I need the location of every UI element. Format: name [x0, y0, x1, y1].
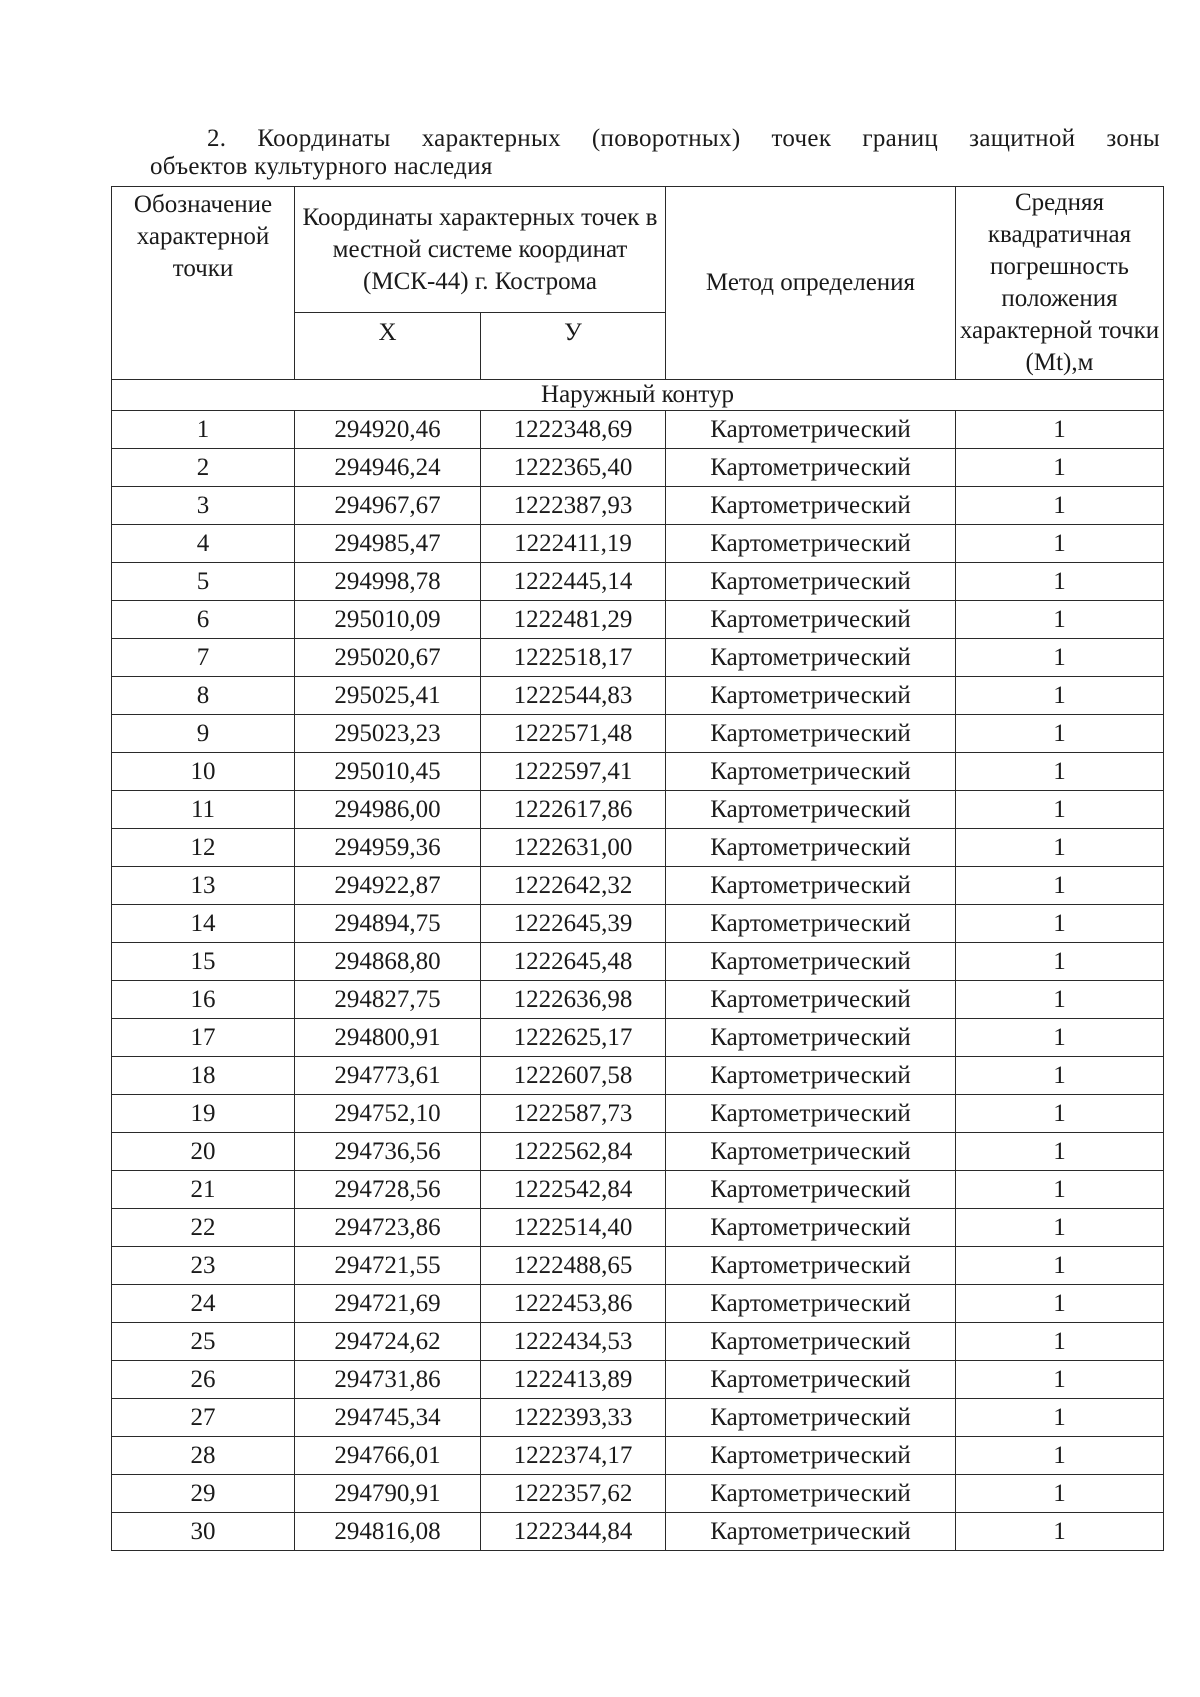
- cell-method: Картометрический: [666, 411, 956, 449]
- cell-method: Картометрический: [666, 601, 956, 639]
- cell-y-coordinate: 1222365,40: [481, 449, 666, 487]
- table-row: [112, 943, 1164, 981]
- table-row: [112, 677, 1164, 715]
- cell-y-coordinate: 1222514,40: [481, 1209, 666, 1247]
- cell-method: Картометрический: [666, 1513, 956, 1551]
- cell-mt: 1: [956, 1399, 1164, 1437]
- cell-y-coordinate: 1222562,84: [481, 1133, 666, 1171]
- cell-x-coordinate: 294736,56: [295, 1133, 481, 1171]
- cell-method: Картометрический: [666, 1133, 956, 1171]
- table-row: [112, 525, 1164, 563]
- cell-x-coordinate: 294790,91: [295, 1475, 481, 1513]
- cell-method: Картометрический: [666, 981, 956, 1019]
- cell-mt: 1: [956, 1095, 1164, 1133]
- cell-method: Картометрический: [666, 1475, 956, 1513]
- cell-method: Картометрический: [666, 905, 956, 943]
- cell-y-coordinate: 1222393,33: [481, 1399, 666, 1437]
- cell-method: Картометрический: [666, 639, 956, 677]
- table-row: [112, 1171, 1164, 1209]
- section-heading: [150, 124, 1160, 182]
- cell-mt: 1: [956, 753, 1164, 791]
- cell-point-number: 3: [112, 487, 295, 525]
- cell-x-coordinate: 294731,86: [295, 1361, 481, 1399]
- table-row: [112, 1209, 1164, 1247]
- cell-x-coordinate: 295025,41: [295, 677, 481, 715]
- cell-y-coordinate: 1222597,41: [481, 753, 666, 791]
- cell-y-coordinate: 1222544,83: [481, 677, 666, 715]
- cell-method: Картометрический: [666, 525, 956, 563]
- cell-method: Картометрический: [666, 1095, 956, 1133]
- cell-y-coordinate: 1222645,39: [481, 905, 666, 943]
- cell-mt: 1: [956, 1475, 1164, 1513]
- table-row: [112, 601, 1164, 639]
- table-row: [112, 1247, 1164, 1285]
- header-point-designation: Обозначение характерной точки: [112, 187, 295, 380]
- table-row: [112, 1437, 1164, 1475]
- cell-mt: 1: [956, 1437, 1164, 1475]
- cell-method: Картометрический: [666, 867, 956, 905]
- cell-y-coordinate: 1222413,89: [481, 1361, 666, 1399]
- table-row: [112, 487, 1164, 525]
- cell-point-number: 15: [112, 943, 295, 981]
- cell-y-coordinate: 1222645,48: [481, 943, 666, 981]
- cell-mt: 1: [956, 677, 1164, 715]
- cell-point-number: 26: [112, 1361, 295, 1399]
- cell-y-coordinate: 1222617,86: [481, 791, 666, 829]
- cell-y-coordinate: 1222636,98: [481, 981, 666, 1019]
- table-row: [112, 1513, 1164, 1551]
- table-row: [112, 563, 1164, 601]
- cell-y-coordinate: 1222571,48: [481, 715, 666, 753]
- cell-point-number: 9: [112, 715, 295, 753]
- cell-point-number: 21: [112, 1171, 295, 1209]
- cell-point-number: 30: [112, 1513, 295, 1551]
- cell-x-coordinate: 294827,75: [295, 981, 481, 1019]
- cell-mt: 1: [956, 829, 1164, 867]
- table-row: [112, 1475, 1164, 1513]
- cell-x-coordinate: 294922,87: [295, 867, 481, 905]
- table-row: [112, 411, 1164, 449]
- cell-y-coordinate: 1222625,17: [481, 1019, 666, 1057]
- cell-mt: 1: [956, 1019, 1164, 1057]
- cell-x-coordinate: 294721,55: [295, 1247, 481, 1285]
- cell-point-number: 16: [112, 981, 295, 1019]
- cell-mt: 1: [956, 1247, 1164, 1285]
- cell-method: Картометрический: [666, 1361, 956, 1399]
- table-row: [112, 791, 1164, 829]
- cell-mt: 1: [956, 905, 1164, 943]
- cell-y-coordinate: 1222445,14: [481, 563, 666, 601]
- header-method: Метод определения: [666, 187, 956, 380]
- cell-point-number: 22: [112, 1209, 295, 1247]
- heading-line-1: 2. Координаты характерных (поворотных) точек границ защитной зоны: [207, 125, 1160, 152]
- cell-point-number: 4: [112, 525, 295, 563]
- cell-point-number: 19: [112, 1095, 295, 1133]
- table-row: [112, 829, 1164, 867]
- cell-method: Картометрический: [666, 1247, 956, 1285]
- cell-point-number: 7: [112, 639, 295, 677]
- cell-y-coordinate: 1222434,53: [481, 1323, 666, 1361]
- header-mean-square-error: Средняя квадратичная погрешность положения характерной точки (Mt),м: [956, 187, 1164, 380]
- section-row: [112, 380, 1164, 411]
- cell-mt: 1: [956, 1057, 1164, 1095]
- cell-x-coordinate: 294959,36: [295, 829, 481, 867]
- cell-point-number: 14: [112, 905, 295, 943]
- cell-y-coordinate: 1222453,86: [481, 1285, 666, 1323]
- section-title: Наружный контур: [112, 380, 1164, 411]
- table-row: [112, 905, 1164, 943]
- cell-x-coordinate: 295010,45: [295, 753, 481, 791]
- cell-mt: 1: [956, 715, 1164, 753]
- cell-point-number: 8: [112, 677, 295, 715]
- cell-point-number: 11: [112, 791, 295, 829]
- cell-x-coordinate: 294773,61: [295, 1057, 481, 1095]
- cell-point-number: 12: [112, 829, 295, 867]
- cell-y-coordinate: 1222631,00: [481, 829, 666, 867]
- cell-method: Картометрический: [666, 1285, 956, 1323]
- cell-method: Картометрический: [666, 715, 956, 753]
- cell-x-coordinate: 294800,91: [295, 1019, 481, 1057]
- table-row: [112, 1285, 1164, 1323]
- cell-method: Картометрический: [666, 449, 956, 487]
- cell-mt: 1: [956, 525, 1164, 563]
- cell-point-number: 23: [112, 1247, 295, 1285]
- cell-mt: 1: [956, 639, 1164, 677]
- cell-point-number: 24: [112, 1285, 295, 1323]
- table-row: [112, 1095, 1164, 1133]
- cell-method: Картометрический: [666, 487, 956, 525]
- cell-point-number: 28: [112, 1437, 295, 1475]
- table-row: [112, 1323, 1164, 1361]
- cell-x-coordinate: 294724,62: [295, 1323, 481, 1361]
- cell-method: Картометрический: [666, 563, 956, 601]
- table-row: [112, 867, 1164, 905]
- cell-mt: 1: [956, 411, 1164, 449]
- cell-point-number: 6: [112, 601, 295, 639]
- cell-mt: 1: [956, 563, 1164, 601]
- table-row: [112, 753, 1164, 791]
- cell-x-coordinate: 294752,10: [295, 1095, 481, 1133]
- cell-point-number: 27: [112, 1399, 295, 1437]
- cell-method: Картометрический: [666, 791, 956, 829]
- cell-y-coordinate: 1222344,84: [481, 1513, 666, 1551]
- cell-mt: 1: [956, 601, 1164, 639]
- cell-point-number: 17: [112, 1019, 295, 1057]
- cell-point-number: 20: [112, 1133, 295, 1171]
- cell-x-coordinate: 294766,01: [295, 1437, 481, 1475]
- cell-mt: 1: [956, 1513, 1164, 1551]
- cell-y-coordinate: 1222387,93: [481, 487, 666, 525]
- cell-y-coordinate: 1222542,84: [481, 1171, 666, 1209]
- cell-method: Картометрический: [666, 1019, 956, 1057]
- table-row: [112, 715, 1164, 753]
- cell-mt: 1: [956, 791, 1164, 829]
- cell-method: Картометрический: [666, 1437, 956, 1475]
- cell-point-number: 25: [112, 1323, 295, 1361]
- table-row: [112, 1057, 1164, 1095]
- cell-point-number: 5: [112, 563, 295, 601]
- cell-x-coordinate: 295023,23: [295, 715, 481, 753]
- cell-method: Картометрический: [666, 753, 956, 791]
- cell-point-number: 18: [112, 1057, 295, 1095]
- cell-point-number: 2: [112, 449, 295, 487]
- cell-x-coordinate: 294728,56: [295, 1171, 481, 1209]
- cell-x-coordinate: 294998,78: [295, 563, 481, 601]
- cell-y-coordinate: 1222411,19: [481, 525, 666, 563]
- cell-mt: 1: [956, 1133, 1164, 1171]
- cell-x-coordinate: 294816,08: [295, 1513, 481, 1551]
- cell-method: Картометрический: [666, 1057, 956, 1095]
- cell-x-coordinate: 294920,46: [295, 411, 481, 449]
- cell-x-coordinate: 294721,69: [295, 1285, 481, 1323]
- cell-mt: 1: [956, 487, 1164, 525]
- cell-y-coordinate: 1222587,73: [481, 1095, 666, 1133]
- table-row: [112, 1399, 1164, 1437]
- heading-line-2: объектов культурного наследия: [150, 153, 493, 180]
- table-row: [112, 1019, 1164, 1057]
- cell-method: Картометрический: [666, 677, 956, 715]
- table-row: [112, 1361, 1164, 1399]
- cell-x-coordinate: 294985,47: [295, 525, 481, 563]
- cell-point-number: 13: [112, 867, 295, 905]
- cell-y-coordinate: 1222642,32: [481, 867, 666, 905]
- cell-mt: 1: [956, 981, 1164, 1019]
- cell-y-coordinate: 1222357,62: [481, 1475, 666, 1513]
- cell-point-number: 1: [112, 411, 295, 449]
- cell-point-number: 10: [112, 753, 295, 791]
- cell-method: Картометрический: [666, 1209, 956, 1247]
- cell-x-coordinate: 295020,67: [295, 639, 481, 677]
- header-coordinates: Координаты характерных точек в местной системе координат (МСК-44) г. Кострома: [295, 187, 666, 313]
- table-row: [112, 1133, 1164, 1171]
- table-header: [112, 187, 1164, 380]
- cell-y-coordinate: 1222488,65: [481, 1247, 666, 1285]
- cell-mt: 1: [956, 867, 1164, 905]
- cell-y-coordinate: 1222607,58: [481, 1057, 666, 1095]
- table-body: [112, 411, 1164, 1551]
- cell-method: Картометрический: [666, 1323, 956, 1361]
- cell-y-coordinate: 1222348,69: [481, 411, 666, 449]
- header-x: X: [295, 313, 481, 380]
- cell-x-coordinate: 294946,24: [295, 449, 481, 487]
- cell-method: Картометрический: [666, 943, 956, 981]
- table-row: [112, 639, 1164, 677]
- table-row: [112, 449, 1164, 487]
- cell-mt: 1: [956, 1285, 1164, 1323]
- cell-y-coordinate: 1222374,17: [481, 1437, 666, 1475]
- coordinates-table: [111, 186, 1164, 1551]
- cell-method: Картометрический: [666, 829, 956, 867]
- cell-mt: 1: [956, 1361, 1164, 1399]
- cell-mt: 1: [956, 1323, 1164, 1361]
- cell-mt: 1: [956, 449, 1164, 487]
- cell-mt: 1: [956, 943, 1164, 981]
- cell-method: Картометрический: [666, 1399, 956, 1437]
- cell-y-coordinate: 1222481,29: [481, 601, 666, 639]
- cell-x-coordinate: 294967,67: [295, 487, 481, 525]
- cell-x-coordinate: 294868,80: [295, 943, 481, 981]
- cell-x-coordinate: 294894,75: [295, 905, 481, 943]
- cell-x-coordinate: 294723,86: [295, 1209, 481, 1247]
- header-y: У: [481, 313, 666, 380]
- cell-method: Картометрический: [666, 1171, 956, 1209]
- cell-mt: 1: [956, 1171, 1164, 1209]
- cell-x-coordinate: 295010,09: [295, 601, 481, 639]
- cell-y-coordinate: 1222518,17: [481, 639, 666, 677]
- cell-point-number: 29: [112, 1475, 295, 1513]
- cell-x-coordinate: 294745,34: [295, 1399, 481, 1437]
- cell-x-coordinate: 294986,00: [295, 791, 481, 829]
- cell-mt: 1: [956, 1209, 1164, 1247]
- table-row: [112, 981, 1164, 1019]
